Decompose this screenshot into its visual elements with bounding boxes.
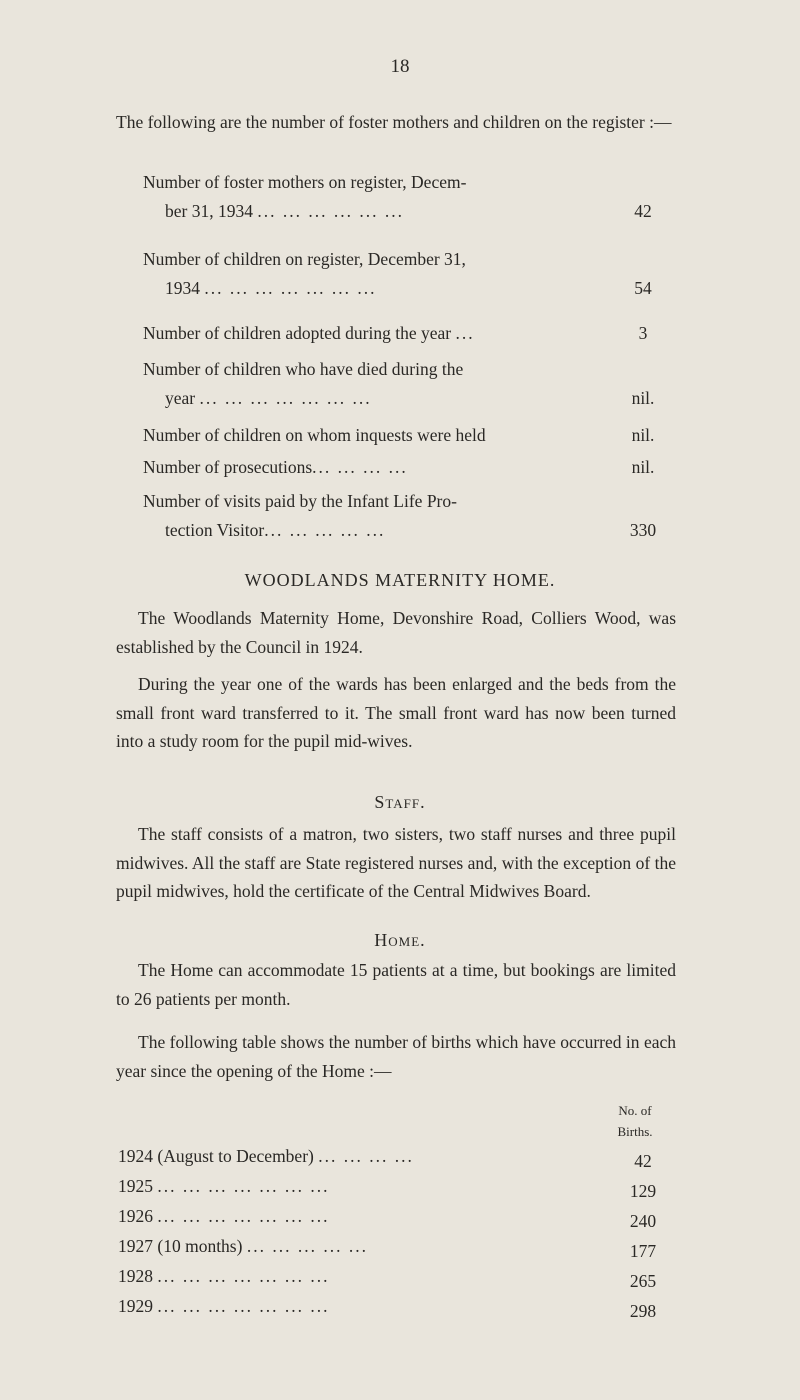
leader-dots: ... ... ... ... ... ... ... — [157, 1266, 330, 1286]
births-row — [118, 1236, 673, 1262]
row-value: 54 — [634, 278, 652, 298]
births-row — [118, 1296, 673, 1322]
births-value: 42 — [634, 1151, 652, 1171]
births-row — [118, 1266, 673, 1292]
row-label: Number of children adopted during the year — [143, 323, 452, 343]
leader-dots: ... ... ... ... ... ... — [257, 201, 404, 221]
row-label: Number of children on register, December 31, — [143, 249, 466, 269]
foster-row — [143, 487, 673, 545]
intro-paragraph: The following are the number of foster mothers and children on the register :— — [116, 112, 672, 132]
foster-row — [143, 168, 673, 226]
leader-dots: ... ... ... ... ... ... ... — [204, 278, 377, 298]
row-value: 330 — [629, 520, 657, 540]
births-year: 1927 (10 months) — [118, 1236, 243, 1256]
row-label-cont: tection Visitor — [165, 520, 265, 540]
leader-dots: ... ... ... ... — [318, 1146, 414, 1166]
leader-dots: ... — [455, 323, 475, 343]
row-value: nil. — [631, 425, 655, 445]
row-label: Number of prosecutions — [143, 457, 313, 477]
foster-row — [143, 453, 673, 482]
leader-dots: ... ... ... ... ... ... ... — [199, 388, 372, 408]
page-number: 18 — [390, 56, 410, 77]
births-column-header: No. of Births. — [617, 1103, 653, 1139]
foster-row — [143, 245, 673, 303]
leader-dots: ... ... ... ... ... ... ... — [157, 1206, 330, 1226]
row-value: 3 — [638, 323, 648, 343]
row-value: nil. — [631, 457, 655, 477]
births-year: 1924 (August to December) — [118, 1146, 314, 1166]
foster-row — [143, 319, 673, 348]
row-label: Number of children on whom inquests were held — [143, 425, 486, 445]
row-label-cont: 1934 — [165, 278, 200, 298]
births-year: 1928 — [118, 1266, 153, 1286]
subheading-staff: Staff. — [374, 792, 426, 812]
row-label: Number of foster mothers on register, Decem- — [143, 172, 467, 192]
births-value: 265 — [629, 1271, 657, 1291]
births-value: 240 — [629, 1211, 657, 1231]
births-value: 129 — [629, 1181, 657, 1201]
births-row — [118, 1146, 673, 1172]
leader-dots: ... ... ... ... ... ... ... — [157, 1176, 330, 1196]
row-value: nil. — [631, 388, 655, 408]
paragraph: The staff consists of a matron, two sisters, two staff nurses and three pupil midwives. All the staff are State registered nurses and, with the exception of the pupil midwives, hold the certificate of the Central Midwives Board. — [116, 824, 676, 901]
row-label: Number of visits paid by the Infant Life Pro- — [143, 491, 457, 511]
row-label-cont: ber 31, 1934 — [165, 201, 253, 221]
leader-dots: ... ... ... ... ... ... ... — [157, 1296, 330, 1316]
births-value: 177 — [629, 1241, 657, 1261]
leader-dots: ... ... ... ... ... — [264, 520, 386, 540]
births-year: 1925 — [118, 1176, 153, 1196]
births-value: 298 — [629, 1301, 657, 1321]
section-heading: WOODLANDS MATERNITY HOME. — [244, 570, 556, 590]
births-row — [118, 1206, 673, 1232]
births-year: 1929 — [118, 1296, 153, 1316]
paragraph: During the year one of the wards has been enlarged and the beds from the small front ward transferred to it. The small front ward has now been turned into a study room for the pupil mid-wives. — [116, 674, 676, 751]
leader-dots: ... ... ... ... — [312, 457, 408, 477]
foster-row — [143, 355, 673, 413]
leader-dots: ... ... ... ... ... — [246, 1236, 368, 1256]
paragraph: The following table shows the number of births which have occurred in each year since the opening of the Home :— — [116, 1032, 676, 1081]
row-label: Number of children who have died during the — [143, 359, 464, 379]
row-label-cont: year — [165, 388, 196, 408]
row-value: 42 — [634, 201, 652, 221]
paragraph: The Woodlands Maternity Home, Devonshire Road, Colliers Wood, was established by the Council in 1924. — [116, 608, 676, 657]
subheading-home: Home. — [374, 930, 426, 950]
births-row — [118, 1176, 673, 1202]
births-year: 1926 — [118, 1206, 153, 1226]
paragraph: The Home can accommodate 15 patients at a time, but bookings are limited to 26 patients per month. — [116, 960, 676, 1009]
foster-row — [143, 421, 673, 450]
